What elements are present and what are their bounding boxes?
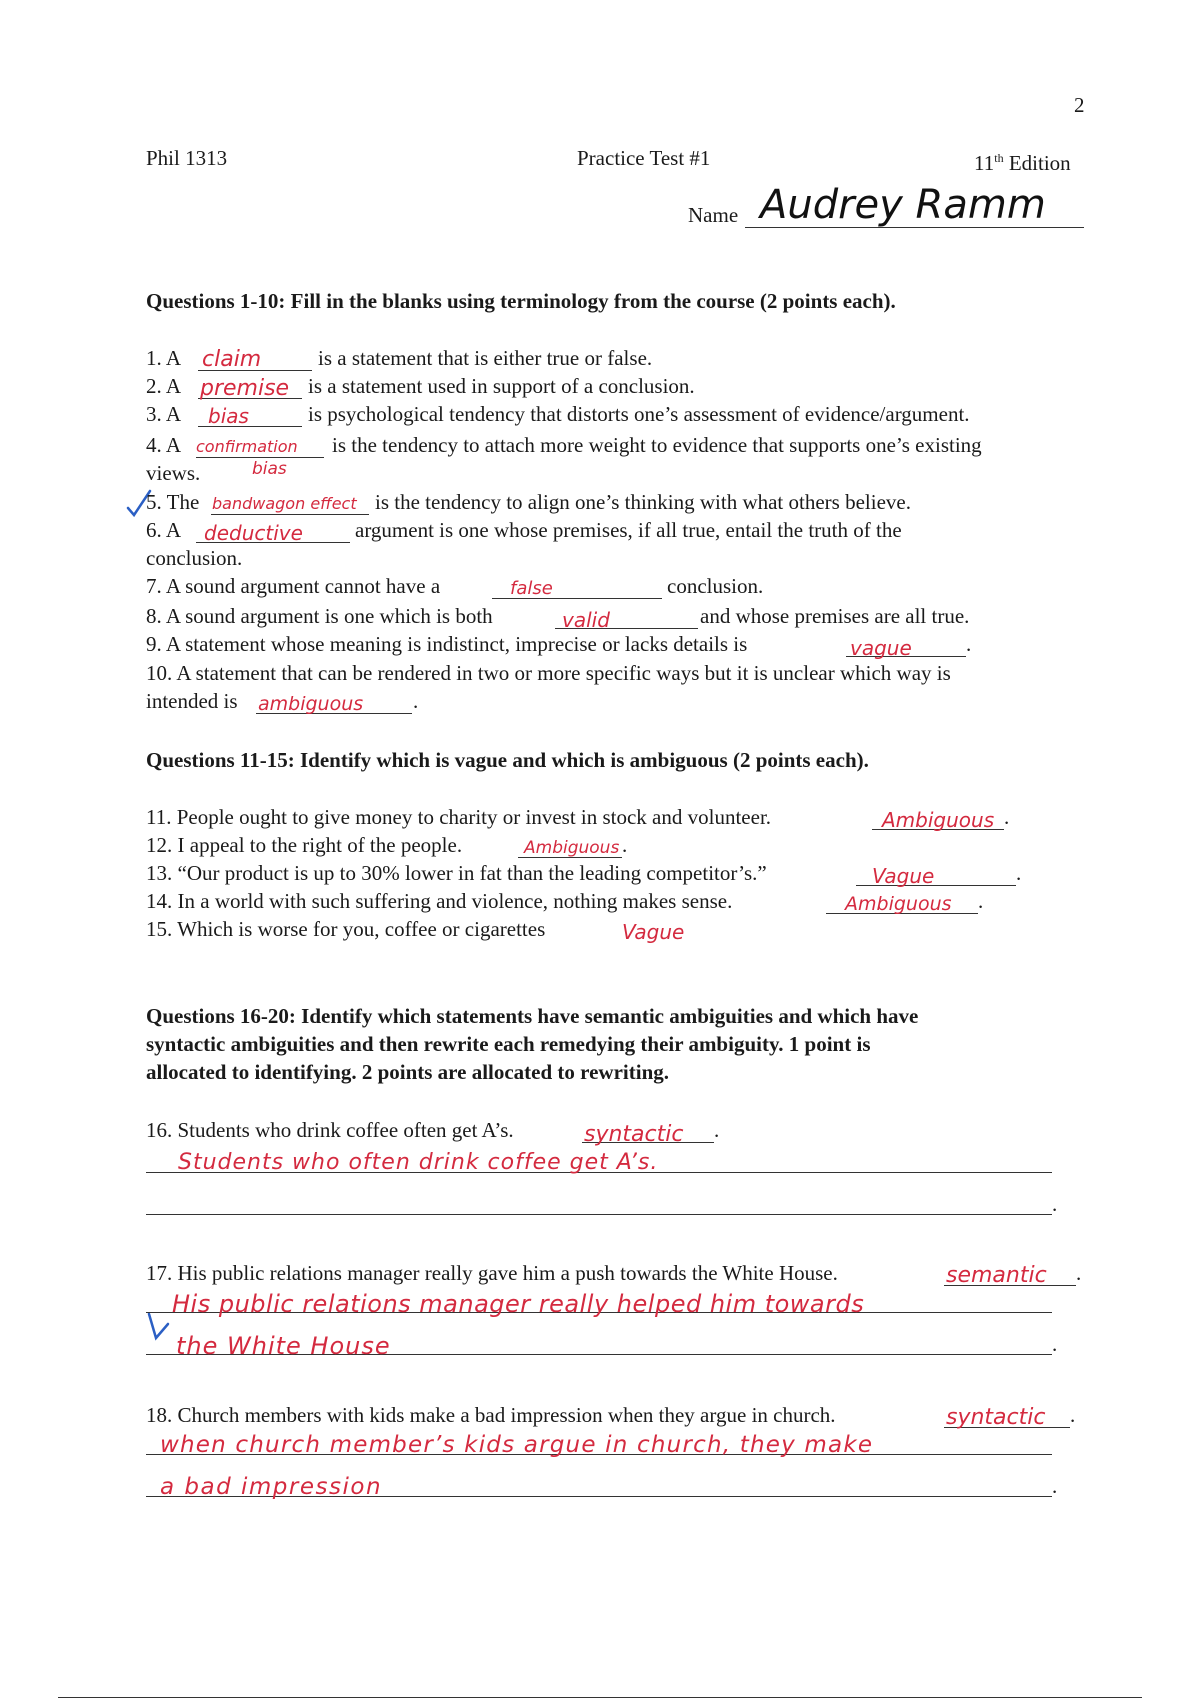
q4-continued: views. bbox=[146, 461, 201, 485]
q12-answer: Ambiguous bbox=[524, 838, 620, 858]
q15-answer: Vague bbox=[622, 920, 685, 944]
name-label: Name bbox=[688, 203, 739, 227]
q4-text: is the tendency to attach more weight to evidence that supports one’s existing bbox=[332, 433, 982, 457]
q1-answer: claim bbox=[202, 347, 262, 372]
q17-rewrite-end: . bbox=[1052, 1332, 1058, 1356]
q16-end: . bbox=[714, 1118, 720, 1142]
q11-text: 11. People ought to give money to charity or invest in stock and volunteer. bbox=[146, 805, 772, 829]
q6-text: argument is one whose premises, if all true, entail the truth of the bbox=[355, 518, 902, 542]
q11-end: . bbox=[1004, 805, 1010, 829]
section3-heading-line2: syntactic ambiguities and then rewrite each remedying their ambiguity. 1 point is bbox=[146, 1032, 871, 1056]
q17-text: 17. His public relations manager really gave him a push towards the White House. bbox=[146, 1261, 838, 1285]
edition-number: 11 bbox=[974, 151, 995, 175]
section3-heading-line1: Questions 16-20: Identify which statements have semantic ambiguities and which have bbox=[146, 1004, 919, 1028]
q1-text: is a statement that is either true or false. bbox=[318, 346, 653, 370]
edition bbox=[974, 144, 1071, 177]
q16-text: 16. Students who drink coffee often get A’s. bbox=[146, 1118, 514, 1142]
bottom-rule bbox=[58, 1697, 1142, 1698]
q18-rewrite-end: . bbox=[1052, 1474, 1058, 1498]
q5-prefix: 5. The bbox=[146, 490, 200, 514]
edition-word: Edition bbox=[1008, 151, 1071, 175]
q18-rewrite1: when church member’s kids argue in church, they make bbox=[160, 1432, 874, 1458]
q12-end: . bbox=[622, 833, 628, 857]
q18-text: 18. Church members with kids make a bad impression when they argue in church. bbox=[146, 1403, 836, 1427]
q3-answer: bias bbox=[208, 404, 249, 428]
q7-prefix: 7. A sound argument cannot have a bbox=[146, 574, 441, 598]
q17-rewrite2: the White House bbox=[176, 1332, 391, 1360]
q6-answer: deductive bbox=[204, 521, 303, 545]
q14-answer: Ambiguous bbox=[845, 893, 952, 915]
q14-text: 14. In a world with such suffering and violence, nothing makes sense. bbox=[146, 889, 733, 913]
q14-end: . bbox=[978, 889, 984, 913]
q13-answer: Vague bbox=[872, 864, 935, 888]
q3-text: is psychological tendency that distorts one’s assessment of evidence/argument. bbox=[308, 402, 970, 426]
q4-prefix: 4. A bbox=[146, 433, 182, 457]
edition-ordinal: th bbox=[994, 151, 1004, 165]
section3-heading-line3: allocated to identifying. 2 points are allocated to rewriting. bbox=[146, 1060, 670, 1084]
q4-answer-bias: bias bbox=[252, 459, 287, 479]
q16-rewrite-end: . bbox=[1052, 1192, 1058, 1216]
q7-answer: false bbox=[510, 578, 553, 599]
q7-text: conclusion. bbox=[667, 574, 764, 598]
q17-rewrite1: His public relations manager really helped him towards bbox=[172, 1290, 865, 1318]
q2-prefix: 2. A bbox=[146, 374, 182, 398]
q17-answer: semantic bbox=[946, 1263, 1047, 1288]
q8-prefix: 8. A sound argument is one which is both bbox=[146, 604, 493, 628]
q18-rewrite2: a bad impression bbox=[160, 1474, 383, 1500]
q16-answer: syntactic bbox=[584, 1122, 684, 1147]
q13-end: . bbox=[1016, 861, 1022, 885]
q6-continued: conclusion. bbox=[146, 546, 243, 570]
q11-answer: Ambiguous bbox=[882, 808, 995, 832]
q10-continued: intended is bbox=[146, 689, 238, 713]
q18-answer: syntactic bbox=[946, 1405, 1046, 1430]
q13-text: 13. “Our product is up to 30% lower in fat than the leading competitor’s.” bbox=[146, 861, 767, 885]
q15-text: 15. Which is worse for you, coffee or cigarettes bbox=[146, 917, 546, 941]
course-code: Phil 1313 bbox=[146, 146, 228, 170]
q9-end: . bbox=[966, 632, 972, 656]
section1-heading: Questions 1-10: Fill in the blanks using terminology from the course (2 points each). bbox=[146, 289, 896, 313]
q4-answer: confirmation bbox=[196, 437, 298, 456]
q1-prefix: 1. A bbox=[146, 346, 182, 370]
student-name: Audrey Ramm bbox=[760, 182, 1046, 228]
q10-end: . bbox=[413, 689, 419, 713]
q8-text: and whose premises are all true. bbox=[700, 604, 970, 628]
q9-answer: vague bbox=[850, 636, 912, 660]
q12-text: 12. I appeal to the right of the people. bbox=[146, 833, 463, 857]
q17-end: . bbox=[1076, 1261, 1082, 1285]
q2-text: is a statement used in support of a conclusion. bbox=[308, 374, 695, 398]
q9-prefix: 9. A statement whose meaning is indistinct, imprecise or lacks details is bbox=[146, 632, 748, 656]
q5-text: is the tendency to align one’s thinking with what others believe. bbox=[375, 490, 911, 514]
q6-prefix: 6. A bbox=[146, 518, 182, 542]
section2-heading: Questions 11-15: Identify which is vague and which is ambiguous (2 points each). bbox=[146, 748, 869, 772]
q10-prefix: 10. A statement that can be rendered in two or more specific ways but it is unclear which way is bbox=[146, 661, 951, 685]
q8-answer: valid bbox=[562, 608, 610, 632]
q5-answer: bandwagon effect bbox=[212, 494, 357, 513]
page-number: 2 bbox=[1074, 93, 1085, 117]
test-title: Practice Test #1 bbox=[577, 146, 711, 170]
q3-prefix: 3. A bbox=[146, 402, 182, 426]
q2-answer: premise bbox=[200, 376, 290, 401]
q10-answer: ambiguous bbox=[258, 693, 364, 715]
q16-rewrite-line2[interactable] bbox=[146, 1190, 1052, 1215]
q16-rewrite1: Students who often drink coffee get A’s. bbox=[178, 1150, 659, 1175]
q18-end: . bbox=[1070, 1403, 1076, 1427]
